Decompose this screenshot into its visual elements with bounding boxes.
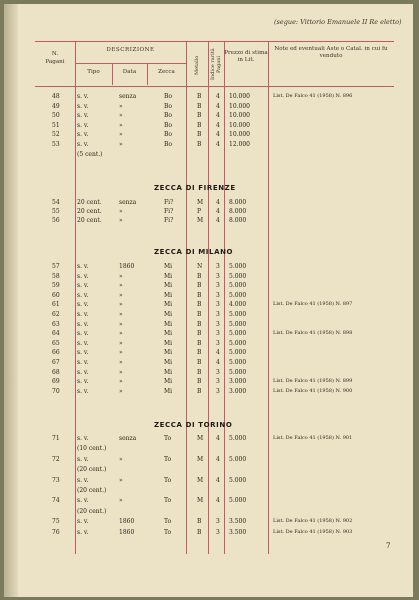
cell-price: 10.000	[229, 121, 250, 129]
table-row	[4, 486, 413, 495]
header-n: N.	[51, 51, 59, 57]
cell-met: B	[197, 112, 202, 120]
cell-price: 3.000	[229, 387, 247, 395]
cell-price: 5.000	[229, 291, 247, 299]
cell-tipo: s. v.	[77, 497, 89, 505]
cell-price: 10.000	[229, 131, 250, 139]
cell-note: List. De Falco 41 (1958) N. 901	[273, 435, 353, 441]
cell-ind: 3	[216, 263, 220, 270]
cell-tipo: 20 cent.	[77, 208, 102, 216]
cell-ind: 4	[216, 121, 220, 129]
cell-ind: 4	[216, 497, 220, 505]
cell-ind: 3	[216, 339, 220, 347]
header-prezzo: Prezzo di stima in Lit.	[224, 50, 268, 63]
cell-met: B	[197, 330, 202, 338]
cell-zecca: Mi	[164, 320, 173, 328]
running-header: (segue: Vittorio Emanuele II Re eletto)	[274, 18, 402, 26]
cell-price: 5.000	[229, 339, 247, 347]
cell-tipo: s. v.	[77, 435, 89, 442]
cell-n: 58	[52, 272, 60, 280]
cell-data: »	[119, 291, 123, 299]
cell-tipo: (20 cent.)	[77, 507, 107, 515]
cell-data: »	[119, 349, 123, 357]
cell-tipo: s. v.	[77, 359, 89, 366]
table-row	[4, 92, 413, 101]
cell-price: 5.000	[229, 455, 247, 463]
cell-tipo: s. v.	[77, 301, 89, 309]
cell-data: 1860	[119, 518, 135, 526]
cell-met: B	[197, 141, 202, 148]
cell-zecca: Mi	[164, 359, 173, 366]
cell-met: N	[197, 263, 203, 270]
cell-price: 10.000	[229, 93, 250, 100]
cell-data: »	[119, 208, 123, 216]
cell-data: »	[119, 121, 123, 129]
table-row	[4, 507, 413, 516]
cell-zecca: To	[164, 528, 172, 536]
cell-ind: 3	[216, 330, 220, 338]
cell-met: B	[197, 518, 202, 526]
section-title: ZECCA DI FIRENZE	[154, 184, 236, 192]
cell-tipo: s. v.	[77, 349, 89, 357]
cell-data: 1860	[119, 263, 135, 270]
cell-n: 67	[52, 359, 60, 366]
header-data: Data	[122, 69, 137, 75]
table-row	[4, 517, 413, 526]
table-row	[4, 358, 413, 367]
cell-n: 49	[52, 102, 60, 110]
cell-note: List. De Falco 41 (1958) N. 899	[273, 378, 353, 385]
cell-met: B	[197, 378, 202, 386]
cell-tipo: s. v.	[77, 311, 89, 318]
cell-met: B	[197, 320, 202, 328]
cell-data: »	[119, 455, 123, 463]
cell-zecca: Mi	[164, 291, 173, 299]
cell-ind: 4	[216, 93, 220, 100]
cell-data: senza	[119, 93, 137, 100]
cell-data: senza	[119, 435, 137, 442]
header-note: Note ed eventuali Aste o Catal. in cui fu venduto	[274, 46, 388, 59]
cell-n: 56	[52, 217, 60, 225]
cell-price: 8.000	[229, 199, 247, 206]
cell-data: »	[119, 359, 123, 366]
cell-n: 69	[52, 378, 60, 386]
cell-met: M	[197, 497, 204, 505]
cell-price: 8.000	[229, 217, 247, 225]
cell-zecca: Mi	[164, 311, 173, 318]
table-row	[4, 140, 413, 149]
cell-ind: 3	[216, 518, 220, 526]
table-row	[4, 291, 413, 300]
table-row	[4, 377, 413, 386]
cell-n: 53	[52, 141, 60, 148]
cell-ind: 3	[216, 291, 220, 299]
table-row	[4, 348, 413, 357]
cell-met: B	[197, 272, 202, 280]
cell-price: 8.000	[229, 208, 247, 216]
description-subrule	[75, 63, 186, 64]
cell-data: »	[119, 272, 123, 280]
cell-data: »	[119, 497, 123, 505]
page-number: 7	[386, 542, 391, 550]
cell-data: »	[119, 330, 123, 338]
cell-ind: 4	[216, 435, 220, 442]
cell-ind: 4	[216, 102, 220, 110]
cell-data: »	[119, 378, 123, 386]
table-row	[4, 465, 413, 474]
cell-met: B	[197, 301, 202, 309]
table-row	[4, 455, 413, 464]
cell-ind: 3	[216, 320, 220, 328]
cell-met: M	[197, 435, 204, 442]
cell-price: 3.000	[229, 378, 247, 386]
table-row	[4, 130, 413, 139]
cell-zecca: Bo	[164, 141, 173, 148]
section-title: ZECCA DI TORINO	[154, 421, 233, 429]
cell-n: 62	[52, 311, 60, 318]
cell-met: M	[197, 476, 204, 484]
table-row	[4, 262, 413, 271]
cell-note: List. De Falco 41 (1958) N. 902	[273, 518, 353, 525]
cell-ind: 3	[216, 378, 220, 386]
cell-n: 54	[52, 199, 60, 206]
cell-met: B	[197, 311, 202, 318]
cell-n: 48	[52, 93, 60, 100]
cell-zecca: To	[164, 455, 172, 463]
cell-data: 1860	[119, 528, 135, 536]
cell-zecca: Bo	[164, 93, 173, 100]
cell-zecca: Bo	[164, 121, 173, 129]
cell-ind: 3	[216, 387, 220, 395]
cell-n: 64	[52, 330, 60, 338]
cell-note: List. De Falco 41 (1958) N. 898	[273, 330, 353, 337]
cell-zecca: Mi	[164, 368, 173, 376]
table-row	[4, 111, 413, 120]
cell-met: B	[197, 121, 202, 129]
header-zecca: Zecca	[158, 69, 175, 75]
table-row	[4, 368, 413, 377]
cell-met: B	[197, 282, 202, 290]
cell-n: 63	[52, 320, 60, 328]
cell-met: B	[197, 102, 202, 110]
cell-tipo: s. v.	[77, 387, 89, 395]
cell-price: 5.000	[229, 435, 247, 442]
cell-zecca: Fi?	[164, 208, 174, 216]
cell-tipo: s. v.	[77, 102, 89, 110]
cell-ind: 3	[216, 311, 220, 318]
cell-tipo: s. v.	[77, 378, 89, 386]
cell-data: senza	[119, 199, 137, 206]
cell-data: »	[119, 387, 123, 395]
cell-n: 71	[52, 435, 60, 442]
cell-n: 59	[52, 282, 60, 290]
cell-tipo: s. v.	[77, 528, 89, 536]
cell-n: 65	[52, 339, 60, 347]
cell-zecca: Mi	[164, 387, 173, 395]
cell-n: 57	[52, 263, 60, 270]
cell-ind: 4	[216, 349, 220, 357]
cell-tipo: (20 cent.)	[77, 487, 107, 494]
cell-zecca: Mi	[164, 282, 173, 290]
cell-data: »	[119, 339, 123, 347]
table-row	[4, 281, 413, 290]
cell-tipo: s. v.	[77, 476, 89, 484]
cell-ind: 4	[216, 112, 220, 120]
cell-price: 5.000	[229, 359, 247, 366]
cell-tipo: s. v.	[77, 368, 89, 376]
cell-ind: 3	[216, 368, 220, 376]
cell-price: 5.000	[229, 282, 247, 290]
cell-tipo: s. v.	[77, 291, 89, 299]
cell-ind: 4	[216, 141, 220, 148]
cell-note: List. De Falco 41 (1958) N. 900	[273, 387, 353, 394]
cell-zecca: Fi?	[164, 199, 174, 206]
table-row	[4, 272, 413, 281]
cell-n: 74	[52, 497, 60, 505]
cell-price: 5.000	[229, 368, 247, 376]
table-row	[4, 102, 413, 111]
cell-ind: 3	[216, 528, 220, 536]
cell-ind: 4	[216, 359, 220, 366]
cell-met: M	[197, 217, 204, 225]
cell-note: List. De Falco 41 (1958) N. 896	[273, 93, 353, 99]
cell-n: 70	[52, 387, 60, 395]
cell-tipo: (10 cent.)	[77, 445, 107, 453]
cell-n: 55	[52, 208, 60, 216]
cell-n: 50	[52, 112, 60, 120]
cell-tipo: s. v.	[77, 518, 89, 526]
table-row	[4, 216, 413, 225]
cell-zecca: Mi	[164, 349, 173, 357]
table-row	[4, 150, 413, 159]
cell-zecca: Mi	[164, 330, 173, 338]
header-tipo: Tipo	[87, 69, 100, 75]
cell-price: 10.000	[229, 102, 250, 110]
cell-price: 5.000	[229, 497, 247, 505]
cell-met: B	[197, 349, 202, 357]
cell-data: »	[119, 320, 123, 328]
cell-data: »	[119, 476, 123, 484]
cell-zecca: Mi	[164, 339, 173, 347]
cell-tipo: s. v.	[77, 330, 89, 338]
table-row	[4, 310, 413, 319]
header-pagani: Pagani	[45, 59, 65, 65]
cell-price: 5.000	[229, 272, 247, 280]
cell-met: B	[197, 387, 202, 395]
cell-zecca: Mi	[164, 263, 173, 270]
cell-met: B	[197, 131, 202, 139]
cell-data: »	[119, 131, 123, 139]
cell-ind: 4	[216, 208, 220, 216]
cell-met: M	[197, 199, 204, 206]
section-title: ZECCA DI MILANO	[154, 248, 234, 256]
cell-tipo: s. v.	[77, 455, 89, 463]
cell-ind: 4	[216, 455, 220, 463]
cell-n: 61	[52, 301, 60, 309]
cell-n: 60	[52, 291, 60, 299]
cell-ind: 3	[216, 282, 220, 290]
book-page	[4, 4, 413, 597]
table-row	[4, 198, 413, 207]
cell-price: 5.000	[229, 349, 247, 357]
cell-tipo: s. v.	[77, 320, 89, 328]
cell-n: 76	[52, 528, 60, 536]
cell-zecca: Bo	[164, 112, 173, 120]
cell-ind: 3	[216, 272, 220, 280]
cell-tipo: s. v.	[77, 141, 89, 148]
cell-met: B	[197, 291, 202, 299]
cell-zecca: To	[164, 435, 172, 442]
table-row	[4, 320, 413, 329]
cell-data: »	[119, 217, 123, 225]
cell-n: 66	[52, 349, 60, 357]
cell-tipo: (5 cent.)	[77, 150, 103, 158]
cell-met: M	[197, 455, 204, 463]
cell-tipo: s. v.	[77, 263, 89, 270]
header-indice: Indice rarità Pagani	[210, 48, 222, 80]
table-row	[4, 528, 413, 537]
cell-met: B	[197, 339, 202, 347]
cell-met: B	[197, 359, 202, 366]
cell-price: 5.000	[229, 330, 247, 338]
cell-met: B	[197, 368, 202, 376]
cell-tipo: s. v.	[77, 282, 89, 290]
cell-tipo: s. v.	[77, 272, 89, 280]
cell-n: 51	[52, 121, 60, 129]
table-row	[4, 476, 413, 485]
cell-zecca: Bo	[164, 102, 173, 110]
table-row	[4, 329, 413, 338]
table-row	[4, 121, 413, 130]
cell-zecca: Mi	[164, 272, 173, 280]
table-row	[4, 444, 413, 453]
cell-price: 12.000	[229, 141, 250, 148]
cell-zecca: Fi?	[164, 217, 174, 225]
header-metallo: Metallo	[194, 55, 200, 75]
cell-price: 10.000	[229, 112, 250, 120]
cell-data: »	[119, 301, 123, 309]
cell-ind: 4	[216, 199, 220, 206]
cell-ind: 4	[216, 217, 220, 225]
table-row	[4, 207, 413, 216]
cell-price: 3.500	[229, 528, 247, 536]
cell-note: List. De Falco 41 (1958) N. 897	[273, 301, 353, 308]
cell-ind: 4	[216, 476, 220, 484]
cell-price: 5.000	[229, 320, 247, 328]
cell-n: 68	[52, 368, 60, 376]
cell-data: »	[119, 141, 123, 148]
cell-n: 75	[52, 518, 60, 526]
cell-price: 4.000	[229, 301, 247, 309]
cell-zecca: To	[164, 518, 172, 526]
cell-price: 3.500	[229, 518, 247, 526]
cell-zecca: Bo	[164, 131, 173, 139]
cell-tipo: 20 cent.	[77, 199, 102, 206]
table-row	[4, 339, 413, 348]
cell-price: 5.000	[229, 263, 247, 270]
cell-data: »	[119, 112, 123, 120]
cell-tipo: 20 cent.	[77, 217, 102, 225]
cell-tipo: s. v.	[77, 112, 89, 120]
cell-zecca: Mi	[164, 301, 173, 309]
cell-zecca: To	[164, 497, 172, 505]
cell-n: 72	[52, 455, 60, 463]
cell-zecca: To	[164, 476, 172, 484]
cell-data: »	[119, 102, 123, 110]
cell-tipo: s. v.	[77, 131, 89, 139]
cell-price: 5.000	[229, 476, 247, 484]
table-row	[4, 434, 413, 443]
cell-tipo: (20 cent.)	[77, 466, 107, 474]
cell-n: 52	[52, 131, 60, 139]
table-row	[4, 496, 413, 505]
table-row	[4, 387, 413, 396]
cell-zecca: Mi	[164, 378, 173, 386]
cell-data: »	[119, 311, 123, 318]
cell-met: P	[197, 208, 202, 216]
cell-n: 73	[52, 476, 60, 484]
cell-data: »	[119, 282, 123, 290]
cell-ind: 3	[216, 301, 220, 309]
cell-met: B	[197, 93, 202, 100]
cell-tipo: s. v.	[77, 339, 89, 347]
cell-note: List. De Falco 41 (1958) N. 903	[273, 528, 353, 535]
cell-price: 5.000	[229, 311, 247, 318]
header-descrizione: DESCRIZIONE	[106, 47, 155, 53]
table-row	[4, 300, 413, 309]
cell-tipo: s. v.	[77, 93, 89, 100]
cell-ind: 4	[216, 131, 220, 139]
cell-met: B	[197, 528, 202, 536]
cell-tipo: s. v.	[77, 121, 89, 129]
cell-data: »	[119, 368, 123, 376]
